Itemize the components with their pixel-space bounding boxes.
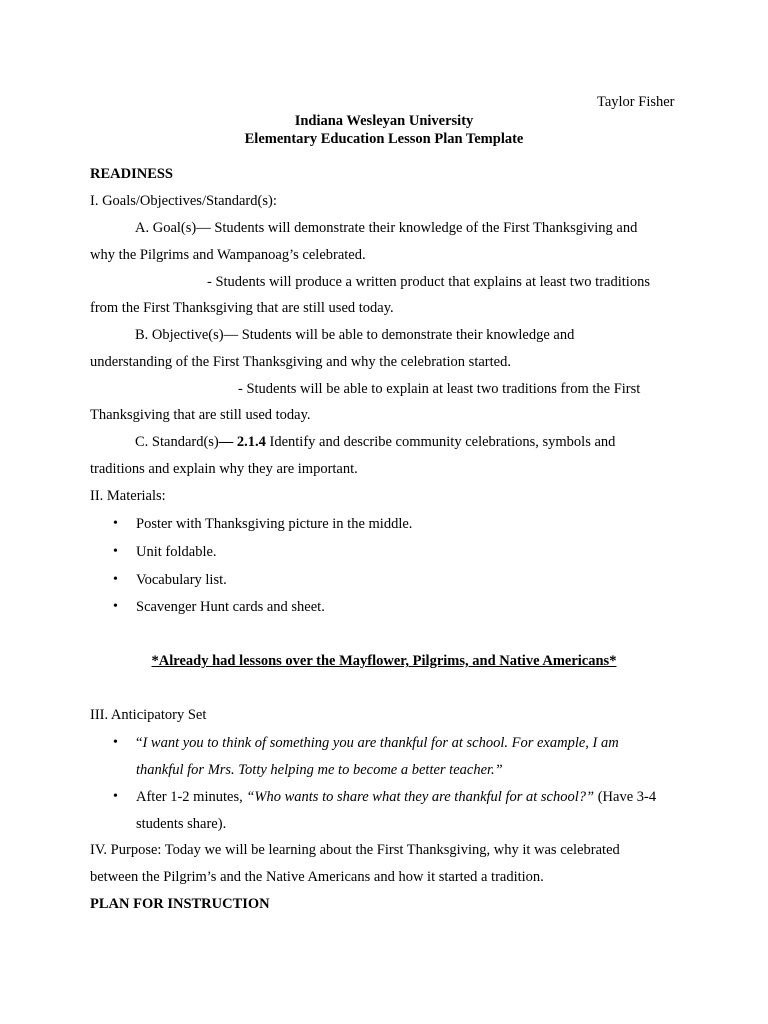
bullet-icon: • (113, 789, 118, 804)
objective-b-line2: understanding of the First Thanksgiving and why the celebration started. (90, 354, 511, 370)
goal-a2-line2: from the First Thanksgiving that are still used today. (90, 300, 394, 316)
list-item: Poster with Thanksgiving picture in the middle. (136, 516, 413, 532)
template-title: Elementary Education Lesson Plan Template (244, 131, 524, 147)
anticipatory-item2-line1 (136, 788, 656, 806)
goal-a-line1: A. Goal(s)— Students will demonstrate their knowledge of the First Thanksgiving and (135, 220, 638, 236)
bullet-icon: • (113, 735, 118, 750)
anticipatory-heading: III. Anticipatory Set (90, 707, 207, 723)
list-item: Vocabulary list. (136, 572, 227, 588)
university-title: Indiana Wesleyan University (294, 113, 474, 129)
bullet-icon: • (113, 599, 118, 614)
objective-b2-line1: - Students will be able to explain at least two traditions from the First (238, 381, 641, 397)
author-name: Taylor Fisher (597, 94, 675, 110)
standard-c-text: Identify and describe community celebrations, symbols and (265, 434, 616, 450)
standard-c-line1 (135, 433, 615, 451)
materials-heading: II. Materials: (90, 488, 166, 504)
anticipatory-item2-quote: “Who wants to share what they are thankful for at school?” (246, 789, 595, 805)
anticipatory-item2-line2: students share). (136, 816, 227, 832)
bullet-icon: • (113, 544, 118, 559)
bullet-icon: • (113, 572, 118, 587)
goals-heading: I. Goals/Objectives/Standard(s): (90, 193, 277, 209)
anticipatory-item1-line2: thankful for Mrs. Totty helping me to become a better teacher.” (136, 762, 503, 778)
anticipatory-item2-prefix: After 1-2 minutes, (136, 789, 247, 805)
bullet-icon: • (113, 516, 118, 531)
goal-a-line2: why the Pilgrims and Wampanoag’s celebrated. (90, 247, 366, 263)
list-item: Scavenger Hunt cards and sheet. (136, 599, 325, 615)
goal-a2-line1: - Students will produce a written product that explains at least two traditions (207, 274, 650, 290)
plan-heading: PLAN FOR INSTRUCTION (90, 896, 270, 912)
standard-c-code: — 2.1.4 (218, 434, 266, 450)
prior-lessons-note: *Already had lessons over the Mayflower, Pilgrims, and Native Americans* (151, 653, 617, 669)
list-item: Unit foldable. (136, 544, 217, 560)
objective-b-line1: B. Objective(s)— Students will be able to demonstrate their knowledge and (135, 327, 575, 343)
standard-c-prefix: C. Standard(s) (135, 434, 219, 450)
anticipatory-item1-line1 (136, 734, 619, 752)
purpose-line2: between the Pilgrim’s and the Native Americans and how it started a tradition. (90, 869, 544, 885)
anticipatory-quote: I want you to think of something you are thankful for at school. For example, I am (142, 735, 619, 751)
purpose-line1: IV. Purpose: Today we will be learning about the First Thanksgiving, why it was celebrated (90, 842, 620, 858)
open-quote: “ (136, 735, 143, 751)
objective-b2-line2: Thanksgiving that are still used today. (90, 407, 311, 423)
standard-c-line2: traditions and explain why they are important. (90, 461, 358, 477)
anticipatory-item2-suffix: (Have 3-4 (594, 789, 657, 805)
readiness-heading: READINESS (90, 166, 173, 182)
